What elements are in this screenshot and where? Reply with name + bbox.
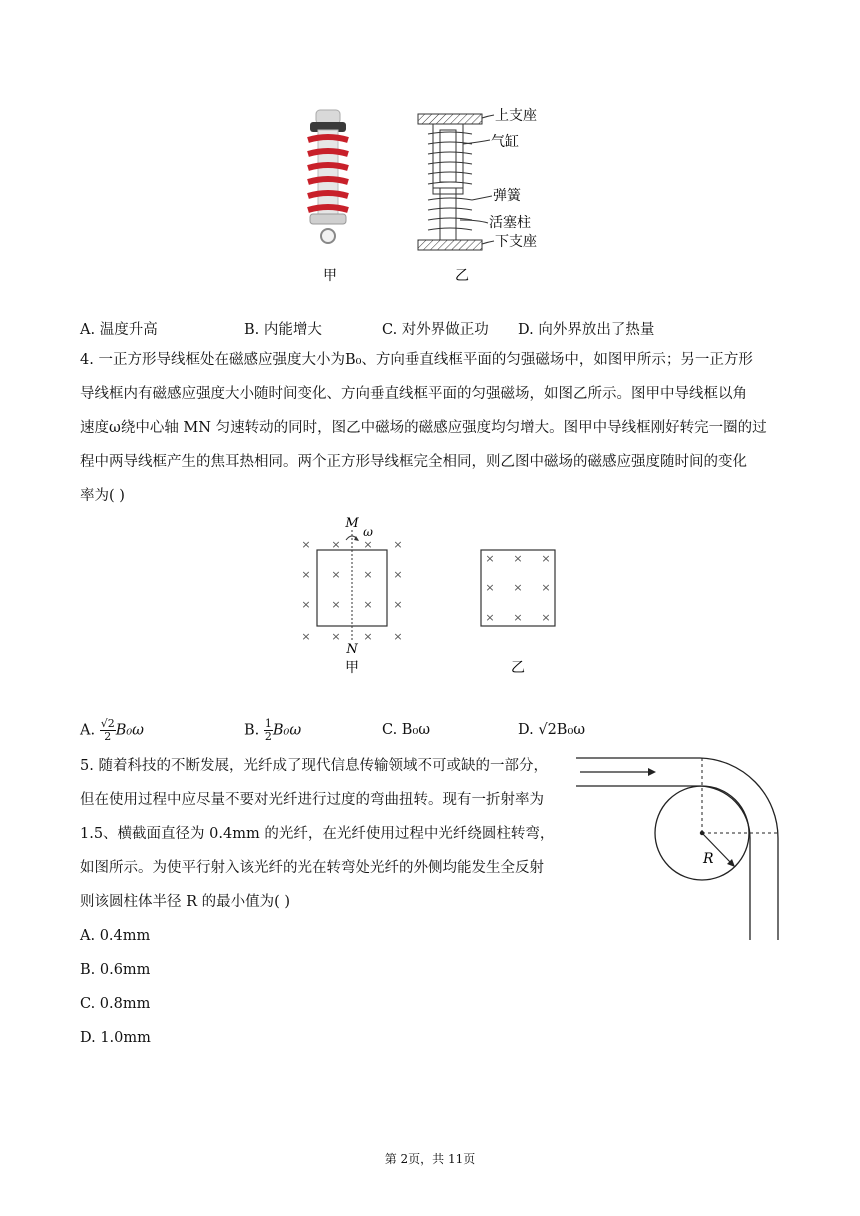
axis-label-m: M xyxy=(345,516,359,531)
svg-text:×: × xyxy=(541,581,551,594)
svg-text:×: × xyxy=(541,611,551,624)
svg-text:×: × xyxy=(363,630,373,643)
part-label-spring: 弹簧 xyxy=(493,188,521,204)
svg-text:×: × xyxy=(513,611,523,624)
axis-label-n: N xyxy=(346,642,358,657)
svg-text:×: × xyxy=(363,538,373,551)
q4-line-3: 速度ω绕中心轴 MN 匀速转动的同时，图乙中磁场的磁感应强度均匀增大。图甲中导线框刚好转完一圈的过 xyxy=(80,420,767,436)
svg-text:×: × xyxy=(485,581,495,594)
shock-absorber-figure xyxy=(290,100,580,290)
part-label-piston-rod: 活塞柱 xyxy=(489,215,531,231)
q4-line-1: 4. 一正方形导线框处在磁感应强度大小为B₀、方向垂直线框平面的匀强磁场中，如图甲所示；另一正方形 xyxy=(80,352,753,368)
svg-text:×: × xyxy=(331,598,341,611)
omega-label: ω xyxy=(363,525,373,539)
svg-text:×: × xyxy=(331,568,341,581)
svg-text:×: × xyxy=(331,538,341,551)
q3-option-b: B. 内能增大 xyxy=(244,322,322,338)
q3-option-a: A. 温度升高 xyxy=(80,322,158,338)
svg-text:×: × xyxy=(331,630,341,643)
svg-text:×: × xyxy=(485,552,495,565)
q4-fig-label-left: 甲 xyxy=(345,660,359,676)
svg-text:×: × xyxy=(393,538,403,551)
svg-text:×: × xyxy=(301,598,311,611)
q5-line-2: 但在使用过程中应尽量不要对光纤进行过度的弯曲扭转。现有一折射率为 xyxy=(80,792,544,808)
svg-text:×: × xyxy=(301,538,311,551)
q4-magnetic-field-figure xyxy=(290,510,580,685)
q4-line-5: 率为( ) xyxy=(80,488,125,504)
q5-line-3: 1.5、横截面直径为 0.4mm 的光纤，在光纤使用过程中光纤绕圆柱转弯， xyxy=(80,826,555,842)
svg-text:×: × xyxy=(485,611,495,624)
part-label-lower-mount: 下支座 xyxy=(495,234,537,250)
q5-line-5: 则该圆柱体半径 R 的最小值为( ) xyxy=(80,894,291,910)
svg-text:×: × xyxy=(363,568,373,581)
q4-option-d: D. √2B₀ω xyxy=(518,722,586,738)
q4-fig-label-right: 乙 xyxy=(511,660,525,676)
fig-top-label-left: 甲 xyxy=(323,268,337,284)
svg-text:×: × xyxy=(363,598,373,611)
q5-line-4: 如图所示。为使平行射入该光纤的光在转弯处光纤的外侧均能发生全反射 xyxy=(80,860,544,876)
q3-option-c: C. 对外界做正功 xyxy=(382,322,489,338)
fig-top-label-right: 乙 xyxy=(455,268,469,284)
q5-option-c: C. 0.8mm xyxy=(80,996,151,1012)
q5-option-a: A. 0.4mm xyxy=(80,928,151,944)
q4-option-b: B. $\frac{1}{2}$ B₀ω xyxy=(244,717,302,743)
q5-option-b: B. 0.6mm xyxy=(80,962,151,978)
part-label-upper-mount: 上支座 xyxy=(495,108,537,124)
svg-text:×: × xyxy=(393,568,403,581)
radius-label: R xyxy=(703,851,714,867)
svg-text:×: × xyxy=(513,552,523,565)
svg-text:×: × xyxy=(301,568,311,581)
shock-absorber-photo xyxy=(308,110,348,243)
svg-text:×: × xyxy=(393,598,403,611)
q4-line-4: 程中两导线框产生的焦耳热相同。两个正方形导线框完全相同，则乙图中磁场的磁感应强度随时间的变化 xyxy=(80,454,747,470)
svg-text:×: × xyxy=(301,630,311,643)
q4-line-2: 导线框内有磁感应强度大小随时间变化、方向垂直线框平面的匀强磁场，如图乙所示。图甲中导线框以角 xyxy=(80,386,747,402)
q5-line-1: 5. 随着科技的不断发展，光纤成了现代信息传输领域不可或缺的一部分， xyxy=(80,758,548,774)
page-footer: 第 2页，共 11页 xyxy=(384,1152,476,1166)
q4-option-c: C. B₀ω xyxy=(382,722,431,738)
svg-text:×: × xyxy=(513,581,523,594)
shock-absorber-schematic xyxy=(418,114,494,250)
q5-option-d: D. 1.0mm xyxy=(80,1030,151,1046)
svg-text:×: × xyxy=(541,552,551,565)
svg-text:×: × xyxy=(393,630,403,643)
q4-option-a: A. $\frac{√2}{2}$ B₀ω xyxy=(80,717,145,743)
q3-option-d: D. 向外界放出了热量 xyxy=(518,322,655,338)
optical-fiber-figure xyxy=(570,750,785,945)
part-label-cylinder: 气缸 xyxy=(491,134,519,150)
